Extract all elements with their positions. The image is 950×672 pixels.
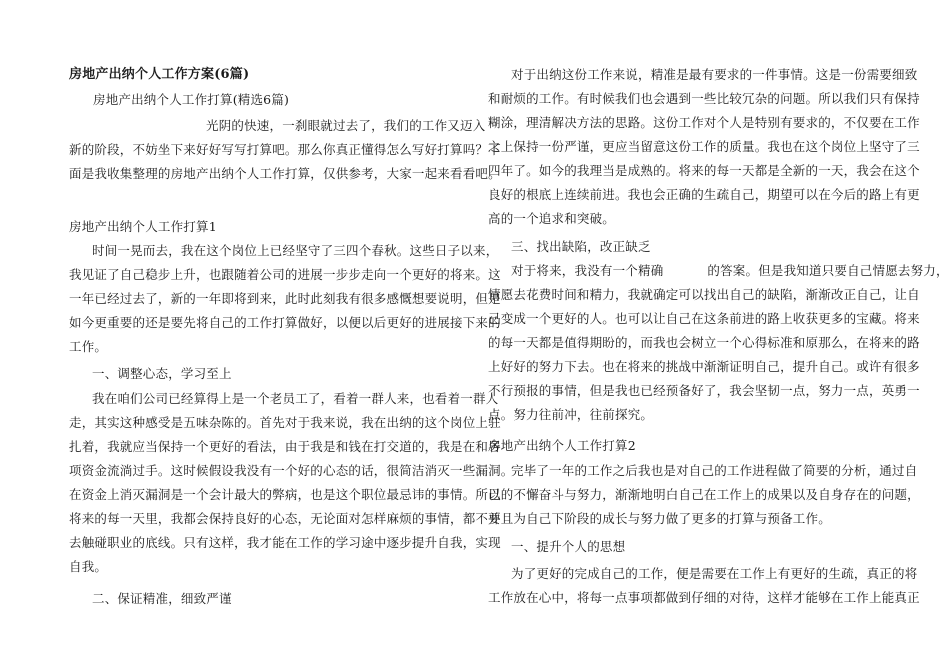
paragraph-line: 完毕了一年的工作之后我也是对自己的工作进程做了简要的分析，通过自 [511,463,918,478]
paragraph-line: 一年已经过去了，新的一年即将到来，此时此刻我有很多感慨想要说明，但是 [69,291,501,306]
subheading: 一、调整心态，学习至上 [92,366,232,381]
paragraph-line: 我见证了自己稳步上升，也跟随着公司的进展一步步走向一个更好的将来。这 [69,267,501,282]
paragraph-line: 我在咱们公司已经算得上是一个老员工了，看着一群人来，也看着一群人 [92,391,499,406]
subheading: 一、提升个人的思想 [511,539,626,554]
intro-line: 光阴的快速，一刹眼就过去了，我们的工作又迈入 [206,118,486,133]
paragraph-line: 对于出纳这份工作来说，精准是最有要求的一件事情。这是一份需要细致 [511,67,918,82]
paragraph-line: 如今更重要的还是要先将自己的工作打算做好，以便以后更好的进展接下来的 [69,315,501,330]
paragraph-line: 不行预报的事情，但是我也已经预备好了，我会坚韧一点，努力一点，英勇一 [488,383,920,398]
paragraph-line: 去触碰职业的底线。只有这样，我才能在工作的学习途中逐步提升自我，实现 [69,535,501,550]
intro-line: 新的阶段，不妨坐下来好好写写打算吧。那么你真正懂得怎么写好打算吗？下 [69,142,501,157]
paragraph-line: 并且为自己下阶段的成长与努力做了更多的打算与预备工作。 [488,511,831,526]
paragraph-line: 和耐烦的工作。有时候我们也会遇到一些比较冗杂的问题。所以我们只有保持 [488,91,920,106]
paragraph-line: 四年了。如今的我理当是成熟的。将来的每一天都是全新的一天，我会在这个 [488,163,920,178]
paragraph-line: 己变成一个更好的人。也可以让自己在这条前进的路上收获更多的宝藏。将来 [488,311,920,326]
paragraph-line: 走，其实这种感受是五味杂陈的。首先对于我来说，我在出纳的这个岗位上驻 [69,415,501,430]
subheading: 二、保证精准，细致严谨 [92,591,232,606]
paragraph-fragment: 对于将来，我没有一个精确 [511,263,664,278]
section-title: 房地产出纳个人工作打算2 [488,438,636,453]
paragraph-line: 工作放在心中，将每一点事项都做到仔细的对待，这样才能够在工作上能真正 [488,590,920,605]
paragraph-line: 之上保持一份严谨，更应当留意这份工作的质量。我也在这个岗位上坚守了三 [488,139,920,154]
paragraph-line: 良好的根底上连续前进。我也会正确的生疏自己，期望可以在今后的路上有更 [488,187,920,202]
paragraph-line: 自我。 [69,559,108,574]
paragraph-line: 点。努力往前冲，往前探究。 [488,407,654,422]
paragraph-line: 工作。 [69,339,108,354]
paragraph-line [511,262,949,280]
paragraph-line: 糊涂，理清解决方法的思路。这份工作对个人是特别有要求的，不仅要在工作 [488,115,920,130]
paragraph-line: 为了更好的完成自己的工作，便是需要在工作上有更好的生疏，真正的将 [511,566,918,581]
intro-line: 面是我收集整理的房地产出纳个人工作打算，仅供参考，大家一起来看看吧。 [69,166,501,181]
paragraph-line: 项资金流淌过手。这时候假设我没有一个好的心态的话，很简洁消灭一些漏洞。 [69,463,514,478]
paragraph-line: 在资金上消灭漏洞是一个会计最大的弊病，也是这个职位最忌讳的事情。所以 [69,487,501,502]
paragraph-line: 己的不懈奋斗与努力，渐渐地明白自己在工作上的成果以及自身存在的问题， [488,487,920,502]
paragraph-fragment: 的答案。但是我知道只要自己情愿去努力， [707,263,949,278]
section-title: 房地产出纳个人工作打算1 [69,219,217,234]
paragraph-line: 的每一天都是值得期盼的，而我也会树立一个心得标准和原那么，在将来的路 [488,335,920,350]
paragraph-line: 上好好的努力下去。也在将来的挑战中渐渐证明自己，提升自己。或许有很多 [488,359,920,374]
document-subtitle: 房地产出纳个人工作打算(精选6篇) [93,92,290,107]
paragraph-line: 时间一晃而去，我在这个岗位上已经坚守了三四个春秋。这些日子以来， [92,243,499,258]
subheading: 三、找出缺陷，改正缺乏 [511,239,651,254]
document-title: 房地产出纳个人工作方案(6篇) [69,67,250,82]
paragraph-line: 高的一个追求和突破。 [488,211,616,226]
paragraph-line: 情愿去花费时间和精力，我就确定可以找出自己的缺陷，渐渐改正自己，让自 [488,287,920,302]
paragraph-line: 将来的每一天里，我都会保持良好的心态，无论面对怎样麻烦的事情，都不要 [69,511,501,526]
paragraph-line: 扎着，我就应当保持一个更好的看法，由于我是和钱在打交道的，我是在和各 [69,439,501,454]
